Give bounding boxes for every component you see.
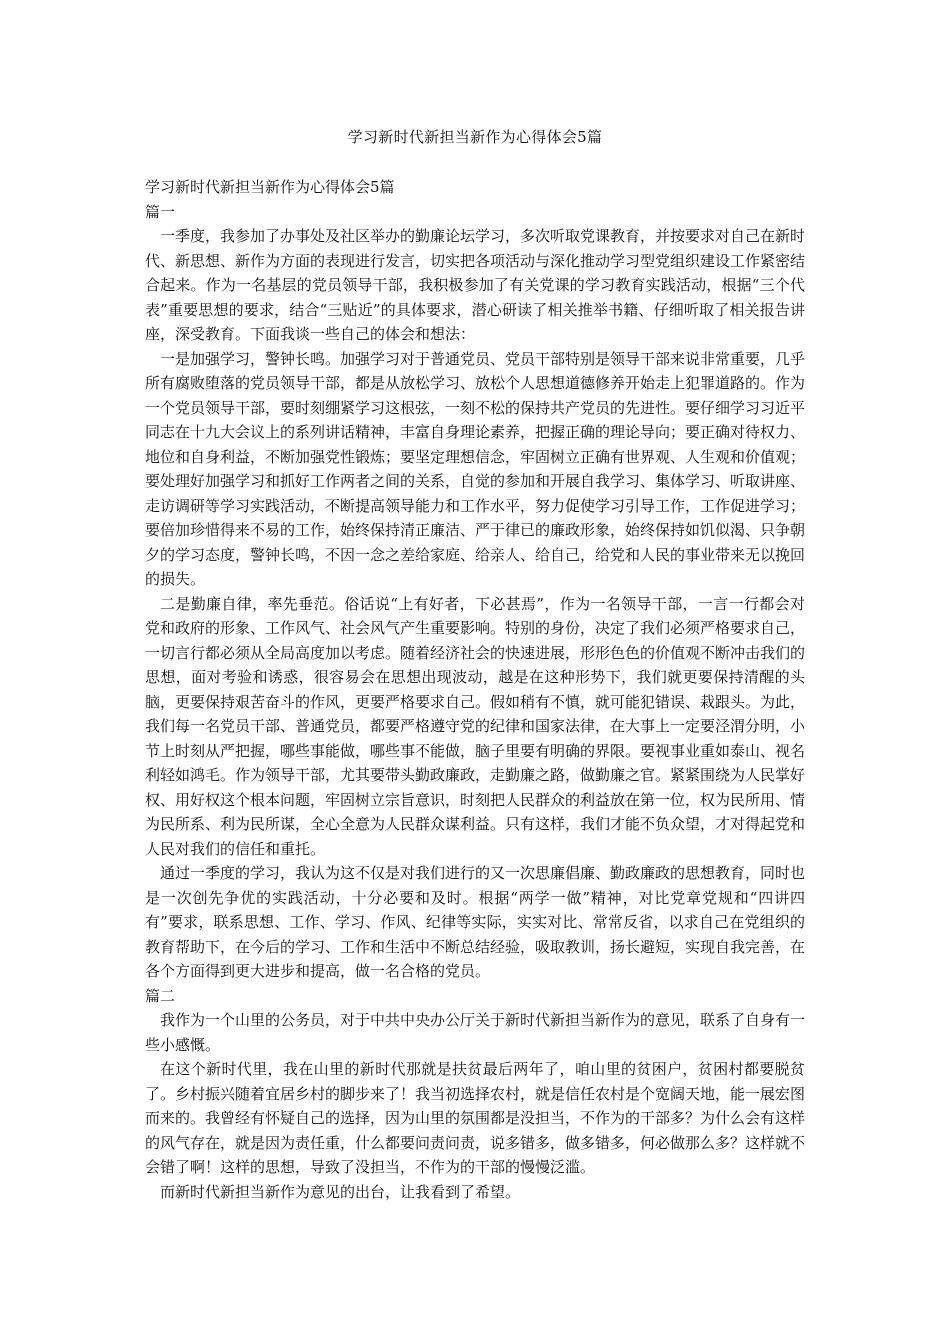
paragraph: 二是勤廉自律，率先垂范。俗话说“上有好者，下必甚焉”，作为一名领导干部，一言一行都会对党和政府的形象、工作风气、社会风气产生重要影响。特别的身份，决定了我们必须严格要求自己，一切言行都必须从全局高度加以考虑。随着经济社会的快速进展，形形色色的价值观不断冲击我们的思想，面对考验和诱惑，很容易会在思想出现波动，越是在这种形势下，我们就更要保持清醒的头脑，更要保持艰苦奋斗的作风，更要严格要求自己。假如稍有不慎，就可能犯错误、栽跟头。为此，我们每一名党员干部、普通党员，都要严格遵守党的纪律和国家法律，在大事上一定要泾渭分明，小节上时刻从严把握，哪些事能做，哪些事不能做，脑子里要有明确的界限。要视事业重如泰山、视名利轻如鸿毛。作为领导干部，尤其要带头勤政廉政，走勤廉之路，做勤廉之官。紧紧围绕为人民掌好权、用好权这个根本问题，牢固树立宗旨意识，时刻把人民群众的利益放在第一位，权为民所用、情为民所系、利为民所谋，全心全意为人民群众谋利益。只有这样，我们才能不负众望，才对得起党和人民对我们的信任和重托。 xyxy=(145,594,806,858)
document-body xyxy=(145,175,805,1204)
paragraph: 我作为一个山里的公务员，对于中共中央办公厅关于新时代新担当新作为的意见，联系了自身有一些小感慨。 xyxy=(145,1011,806,1054)
paragraph: 在这个新时代里，我在山里的新时代那就是扶贫最后两年了，咱山里的贫困户，贫困村都要脱贫了。乡村振兴随着宜居乡村的脚步来了！我当初选择农村，就是信任农村是个宽阔天地，能一展宏图而来的。我曾经有怀疑自己的选择，因为山里的氛围都是没担当，不作为的干部多？为什么会有这样的风气存在，就是因为责任重，什么都要问责问责，说多错多，做多错多，何必做那么多？这样就不会错了啊！这样的思想，导致了没担当，不作为的干部的慢慢泛滥。 xyxy=(145,1060,806,1176)
paragraph: 而新时代新担当新作为意见的出台，让我看到了希望。 xyxy=(160,1182,521,1201)
paragraph: 通过一季度的学习，我认为这不仅是对我们进行的又一次思廉倡廉、勤政廉政的思想教育，同时也是一次创先争优的实践活动，十分必要和及时。根据“两学一做”精神，对比党章党规和“四讲四有”要求，联系思想、工作、学习、作风、纪律等实际，实实对比、常常反省，以求自己在党组织的教育帮助下，在今后的学习、工作和生活中不断总结经验，吸取教训，扬长避短，实现自我完善，在各个方面得到更大进步和提高，做一名合格的党员。 xyxy=(145,864,806,980)
section-heading-1: 篇一 xyxy=(145,202,176,221)
document-subtitle: 学习新时代新担当新作为心得体会5篇 xyxy=(145,178,395,196)
section-heading-2: 篇二 xyxy=(145,986,176,1005)
document-title: 学习新时代新担当新作为心得体会5篇 xyxy=(347,128,603,146)
paragraph: 一季度，我参加了办事处及社区举办的勤廉论坛学习，多次听取党课教育，并按要求对自己在新时代、新思想、新作为方面的表现进行发言，切实把各项活动与深化推动学习型党组织建设工作紧密结合起来。作为一名基层的党员领导干部，我积极参加了有关党课的学习教育实践活动，根据“三个代表”重要思想的要求，结合“三贴近”的具体要求，潜心研读了相关推举书籍、仔细听取了相关报告讲座，深受教育。下面我谈一些自己的体会和想法： xyxy=(145,227,806,343)
paragraph: 一是加强学习，警钟长鸣。加强学习对于普通党员、党员干部特别是领导干部来说非常重要，几乎所有腐败堕落的党员领导干部，都是从放松学习、放松个人思想道德修养开始走上犯罪道路的。作为一个党员领导干部，要时刻绷紧学习这根弦，一刻不松的保持共产党员的先进性。要仔细学习习近平同志在十九大会议上的系列讲话精神，丰富自身理论素养，把握正确的理论导向；要正确对待权力、地位和自身利益，不断加强党性锻炼；要坚定理想信念，牢固树立正确有世界观、人生观和价值观；要处理好加强学习和抓好工作两者之间的关系，自觉的参加和开展自我学习、集体学习、听取讲座、走访调研等学习实践活动，不断提高领导能力和工作水平，努力促使学习引导工作，工作促进学习；要倍加珍惜得来不易的工作，始终保持清正廉洁、严于律已的廉政形象，始终保持如饥似渴、只争朝夕的学习态度，警钟长鸣，不因一念之差给家庭、给亲人、给自己，给党和人民的事业带来无以挽回的损失。 xyxy=(145,349,806,588)
